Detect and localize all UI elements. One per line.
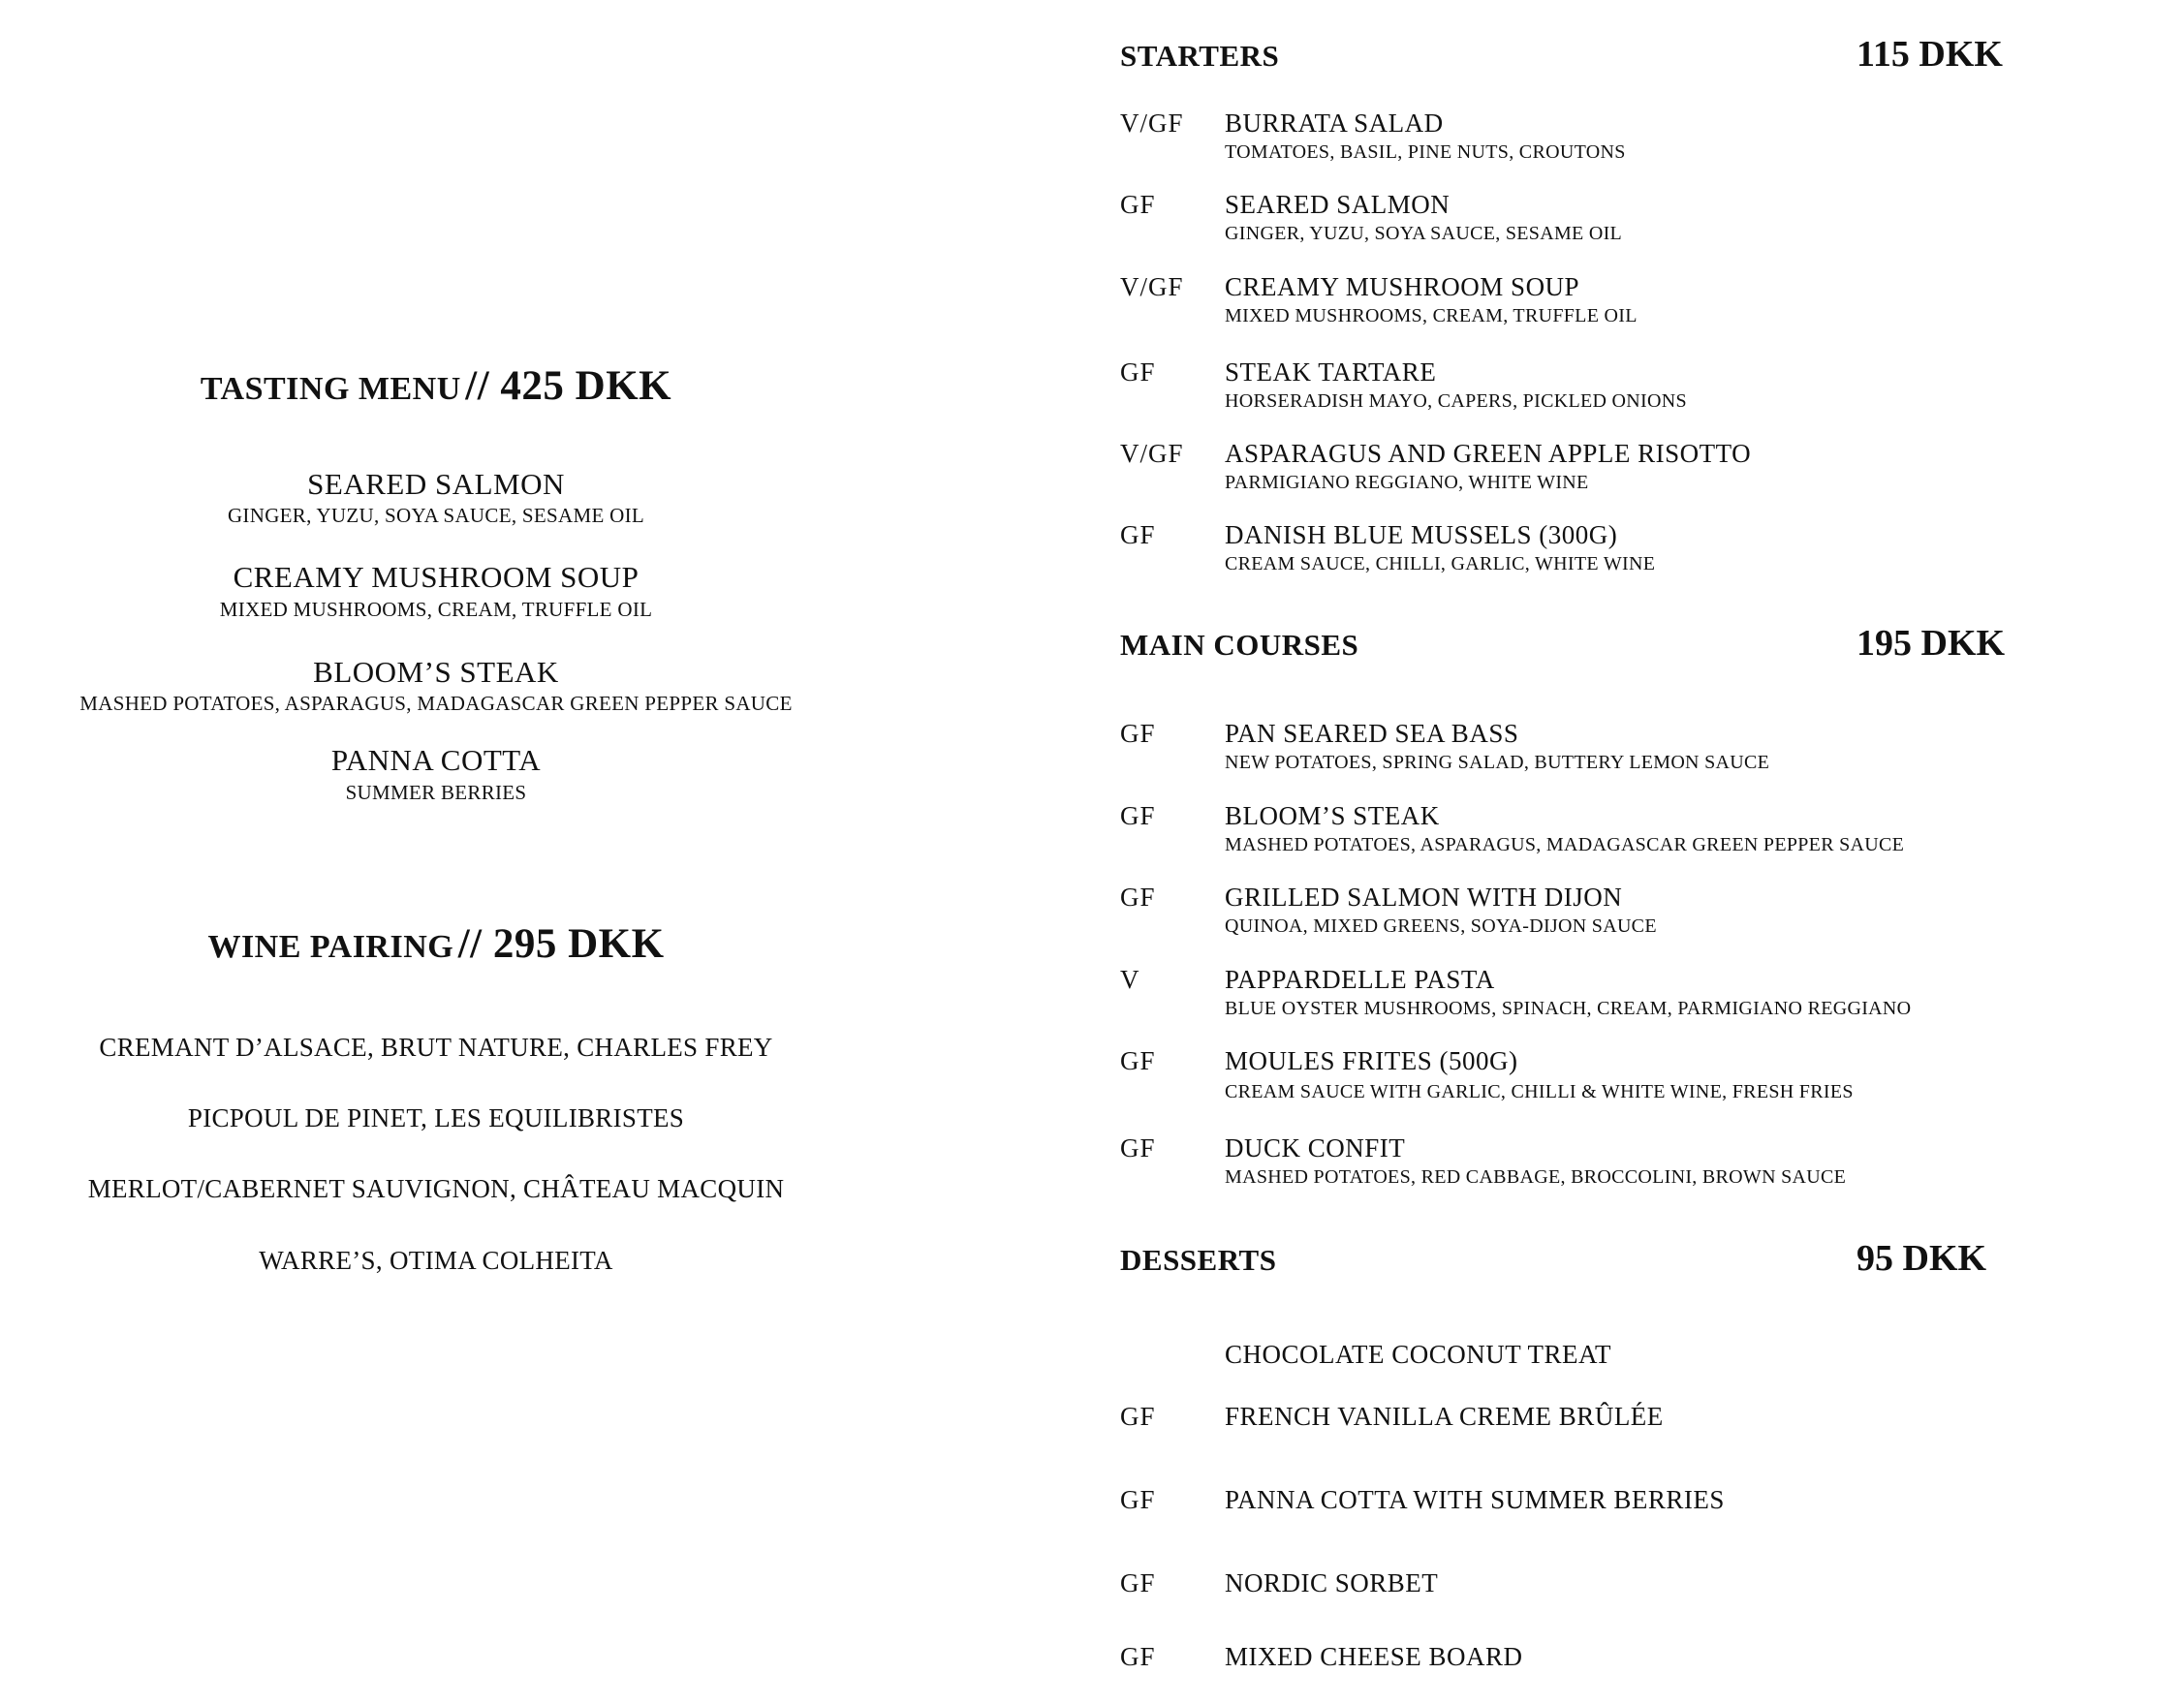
item-desc: MASHED POTATOES, RED CABBAGE, BROCCOLINI, BROWN SAUCE bbox=[1225, 1166, 1847, 1188]
item-name: GRILLED SALMON WITH DIJON bbox=[1225, 883, 1623, 912]
dietary-tag: GF bbox=[1120, 1402, 1156, 1431]
section-price-starters: 115 DKK bbox=[1856, 34, 2003, 75]
wine-pairing-price: // 295 DKK bbox=[457, 921, 665, 967]
dietary-tag: V bbox=[1120, 965, 1140, 994]
item-name: CREAMY MUSHROOM SOUP bbox=[1225, 272, 1580, 301]
item-name: BURRATA SALAD bbox=[1225, 108, 1444, 138]
item-desc: GINGER, YUZU, SOYA SAUCE, SESAME OIL bbox=[1225, 223, 1623, 244]
item-name: DANISH BLUE MUSSELS (300G) bbox=[1225, 520, 1618, 549]
dietary-tag: GF bbox=[1120, 520, 1156, 549]
item-name: ASPARAGUS AND GREEN APPLE RISOTTO bbox=[1225, 439, 1752, 468]
tasting-menu-title: TASTING MENU bbox=[200, 371, 461, 407]
dietary-tag: GF bbox=[1120, 1642, 1156, 1671]
item-desc: TOMATOES, BASIL, PINE NUTS, CROUTONS bbox=[1225, 141, 1626, 163]
tasting-menu-price: // 425 DKK bbox=[465, 363, 672, 409]
item-name: PANNA COTTA WITH SUMMER BERRIES bbox=[1225, 1485, 1725, 1514]
item-desc: NEW POTATOES, SPRING SALAD, BUTTERY LEMON SAUCE bbox=[1225, 752, 1770, 773]
item-desc: CREAM SAUCE WITH GARLIC, CHILLI & WHITE WINE, FRESH FRIES bbox=[1225, 1081, 1854, 1102]
tasting-course-desc: MIXED MUSHROOMS, CREAM, TRUFFLE OIL bbox=[219, 598, 653, 621]
dietary-tag: GF bbox=[1120, 1133, 1156, 1162]
item-desc: BLUE OYSTER MUSHROOMS, SPINACH, CREAM, PARMIGIANO REGGIANO bbox=[1225, 998, 1912, 1019]
section-title-main-courses: MAIN COURSES bbox=[1120, 628, 1359, 662]
tasting-course-desc: GINGER, YUZU, SOYA SAUCE, SESAME OIL bbox=[227, 504, 645, 527]
item-name: FRENCH VANILLA CREME BRÛLÉE bbox=[1225, 1402, 1664, 1431]
section-price-main-courses: 195 DKK bbox=[1856, 623, 2006, 664]
section-title-desserts: DESSERTS bbox=[1120, 1243, 1277, 1277]
item-name: BLOOM’S STEAK bbox=[1225, 801, 1440, 830]
wine-item: PICPOUL DE PINET, LES EQUILIBRISTES bbox=[187, 1103, 685, 1132]
item-name: MOULES FRITES (500G) bbox=[1225, 1046, 1518, 1075]
item-desc: MIXED MUSHROOMS, CREAM, TRUFFLE OIL bbox=[1225, 305, 1638, 326]
dietary-tag: GF bbox=[1120, 719, 1156, 748]
wine-pairing-title: WINE PAIRING bbox=[207, 929, 454, 965]
item-desc: HORSERADISH MAYO, CAPERS, PICKLED ONIONS bbox=[1225, 390, 1687, 412]
item-name: PAN SEARED SEA BASS bbox=[1225, 719, 1519, 748]
section-title-starters: STARTERS bbox=[1120, 39, 1280, 73]
dietary-tag: GF bbox=[1120, 190, 1156, 219]
dietary-tag: V/GF bbox=[1120, 439, 1184, 468]
item-name: CHOCOLATE COCONUT TREAT bbox=[1225, 1340, 1612, 1369]
item-name: NORDIC SORBET bbox=[1225, 1568, 1439, 1597]
dietary-tag: GF bbox=[1120, 1568, 1156, 1597]
dietary-tag: GF bbox=[1120, 883, 1156, 912]
tasting-course-name: SEARED SALMON bbox=[307, 467, 565, 501]
item-desc: QUINOA, MIXED GREENS, SOYA-DIJON SAUCE bbox=[1225, 915, 1657, 937]
dietary-tag: V/GF bbox=[1120, 108, 1184, 138]
tasting-course-desc: SUMMER BERRIES bbox=[345, 781, 527, 804]
tasting-course-desc: MASHED POTATOES, ASPARAGUS, MADAGASCAR GREEN PEPPER SAUCE bbox=[79, 692, 793, 715]
item-desc: CREAM SAUCE, CHILLI, GARLIC, WHITE WINE bbox=[1225, 553, 1656, 574]
section-price-desserts: 95 DKK bbox=[1856, 1238, 1987, 1279]
tasting-course-name: BLOOM’S STEAK bbox=[313, 655, 559, 689]
dietary-tag: GF bbox=[1120, 357, 1156, 387]
wine-item: MERLOT/CABERNET SAUVIGNON, CHÂTEAU MACQUIN bbox=[87, 1174, 785, 1203]
wine-item: WARRE’S, OTIMA COLHEITA bbox=[259, 1246, 613, 1275]
item-name: PAPPARDELLE PASTA bbox=[1225, 965, 1495, 994]
dietary-tag: GF bbox=[1120, 801, 1156, 830]
item-name: DUCK CONFIT bbox=[1225, 1133, 1406, 1162]
tasting-course-name: CREAMY MUSHROOM SOUP bbox=[233, 560, 640, 594]
dietary-tag: GF bbox=[1120, 1485, 1156, 1514]
item-name: MIXED CHEESE BOARD bbox=[1225, 1642, 1523, 1671]
item-desc: PARMIGIANO REGGIANO, WHITE WINE bbox=[1225, 472, 1589, 493]
item-desc: MASHED POTATOES, ASPARAGUS, MADAGASCAR GREEN PEPPER SAUCE bbox=[1225, 834, 1905, 855]
item-name: STEAK TARTARE bbox=[1225, 357, 1437, 387]
dietary-tag: V/GF bbox=[1120, 272, 1184, 301]
wine-item: CREMANT D’ALSACE, BRUT NATURE, CHARLES FREY bbox=[99, 1033, 773, 1062]
item-name: SEARED SALMON bbox=[1225, 190, 1451, 219]
tasting-course-name: PANNA COTTA bbox=[330, 743, 542, 777]
dietary-tag: GF bbox=[1120, 1046, 1156, 1075]
